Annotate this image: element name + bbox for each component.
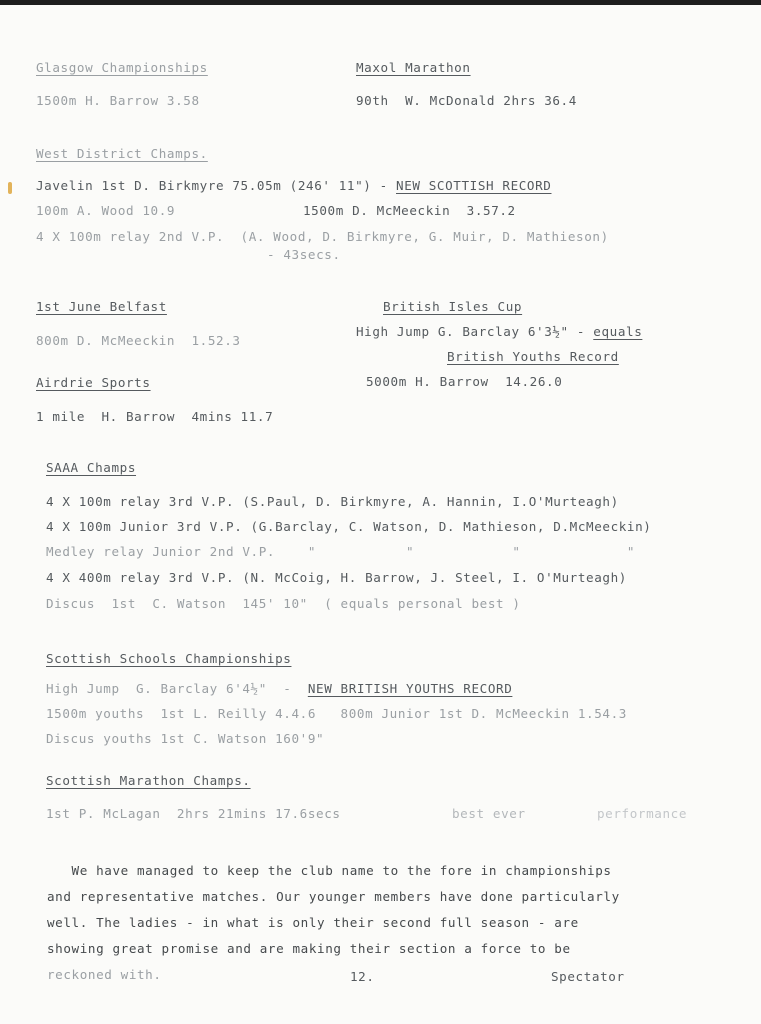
new-scottish-record: NEW SCOTTISH RECORD [396,178,552,193]
javelin-text: Javelin 1st D. Birkmyre 75.05m (246' 11") - [36,178,397,193]
marathon-heading: Scottish Marathon Champs. [46,773,251,788]
schools-line-3: Discus youths 1st C. Watson 160'9" [46,731,325,746]
new-british-youths-record: NEW BRITISH YOUTHS RECORD [307,681,513,696]
glasgow-result: 1500m H. Barrow 3.58 [36,93,200,108]
paragraph-line-2: and representative matches. Our younger members have done particularly [47,889,620,904]
paragraph-line-1: We have managed to keep the club name to the fore in championships [47,863,612,878]
marathon-note: best ever [452,806,526,821]
scan-top-edge [0,0,761,5]
west-district-heading: West District Champs. [36,146,208,161]
page-number: 12. [350,969,375,984]
maxol-heading: Maxol Marathon [356,60,471,75]
airdrie-heading: Airdrie Sports [36,375,151,390]
belfast-result: 800m D. McMeeckin 1.52.3 [36,333,241,348]
relay-time: - 43secs. [267,247,341,262]
schools-high-jump [46,681,512,697]
relay-result: 4 X 100m relay 2nd V.P. (A. Wood, D. Birkmyre, G. Muir, D. Mathieson) [36,229,609,244]
high-jump-result [356,324,642,340]
saaa-line-5: Discus 1st C. Watson 145' 10" ( equals personal best ) [46,596,521,611]
schools-high-jump-text: High Jump G. Barclay 6'4½" - [46,681,308,696]
airdrie-result: 1 mile H. Barrow 4mins 11.7 [36,409,274,424]
british-isles-heading: British Isles Cup [383,299,523,314]
saaa-line-2: 4 X 100m Junior 3rd V.P. (G.Barclay, C. Watson, D. Mathieson, D.McMeeckin) [46,519,652,534]
result-5000m: 5000m H. Barrow 14.26.0 [366,374,563,389]
glasgow-heading: Glasgow Championships [36,60,208,75]
saaa-line-4: 4 X 400m relay 3rd V.P. (N. McCoig, H. Barrow, J. Steel, I. O'Murteagh) [46,570,627,585]
maxol-result: 90th W. McDonald 2hrs 36.4 [356,93,577,108]
belfast-heading: 1st June Belfast [36,299,167,314]
result-1500m: 1500m D. McMeeckin 3.57.2 [303,203,516,218]
saaa-line-3: Medley relay Junior 2nd V.P. " " " " [46,544,636,559]
marathon-note-2: performance [597,806,688,821]
javelin-result [36,178,551,194]
schools-heading: Scottish Schools Championships [46,651,292,666]
saaa-line-1: 4 X 100m relay 3rd V.P. (S.Paul, D. Birkmyre, A. Hannin, I.O'Murteagh) [46,494,619,509]
paragraph-line-3: well. The ladies - in what is only their second full season - are [47,915,579,930]
result-100m: 100m A. Wood 10.9 [36,203,176,218]
british-youths-record: British Youths Record [447,349,619,364]
high-jump-text: High Jump G. Barclay 6'3½" - [356,324,594,339]
saaa-heading: SAAA Champs [46,460,137,475]
paragraph-line-4: showing great promise and are making their section a force to be [47,941,571,956]
paper-stain [8,182,12,194]
source-label: Spectator [551,969,625,984]
schools-line-2: 1500m youths 1st L. Reilly 4.4.6 800m Junior 1st D. McMeeckin 1.54.3 [46,706,627,721]
marathon-result: 1st P. McLagan 2hrs 21mins 17.6secs [46,806,341,821]
paragraph-line-5: reckoned with. [47,967,162,982]
equals-label: equals [593,324,643,339]
